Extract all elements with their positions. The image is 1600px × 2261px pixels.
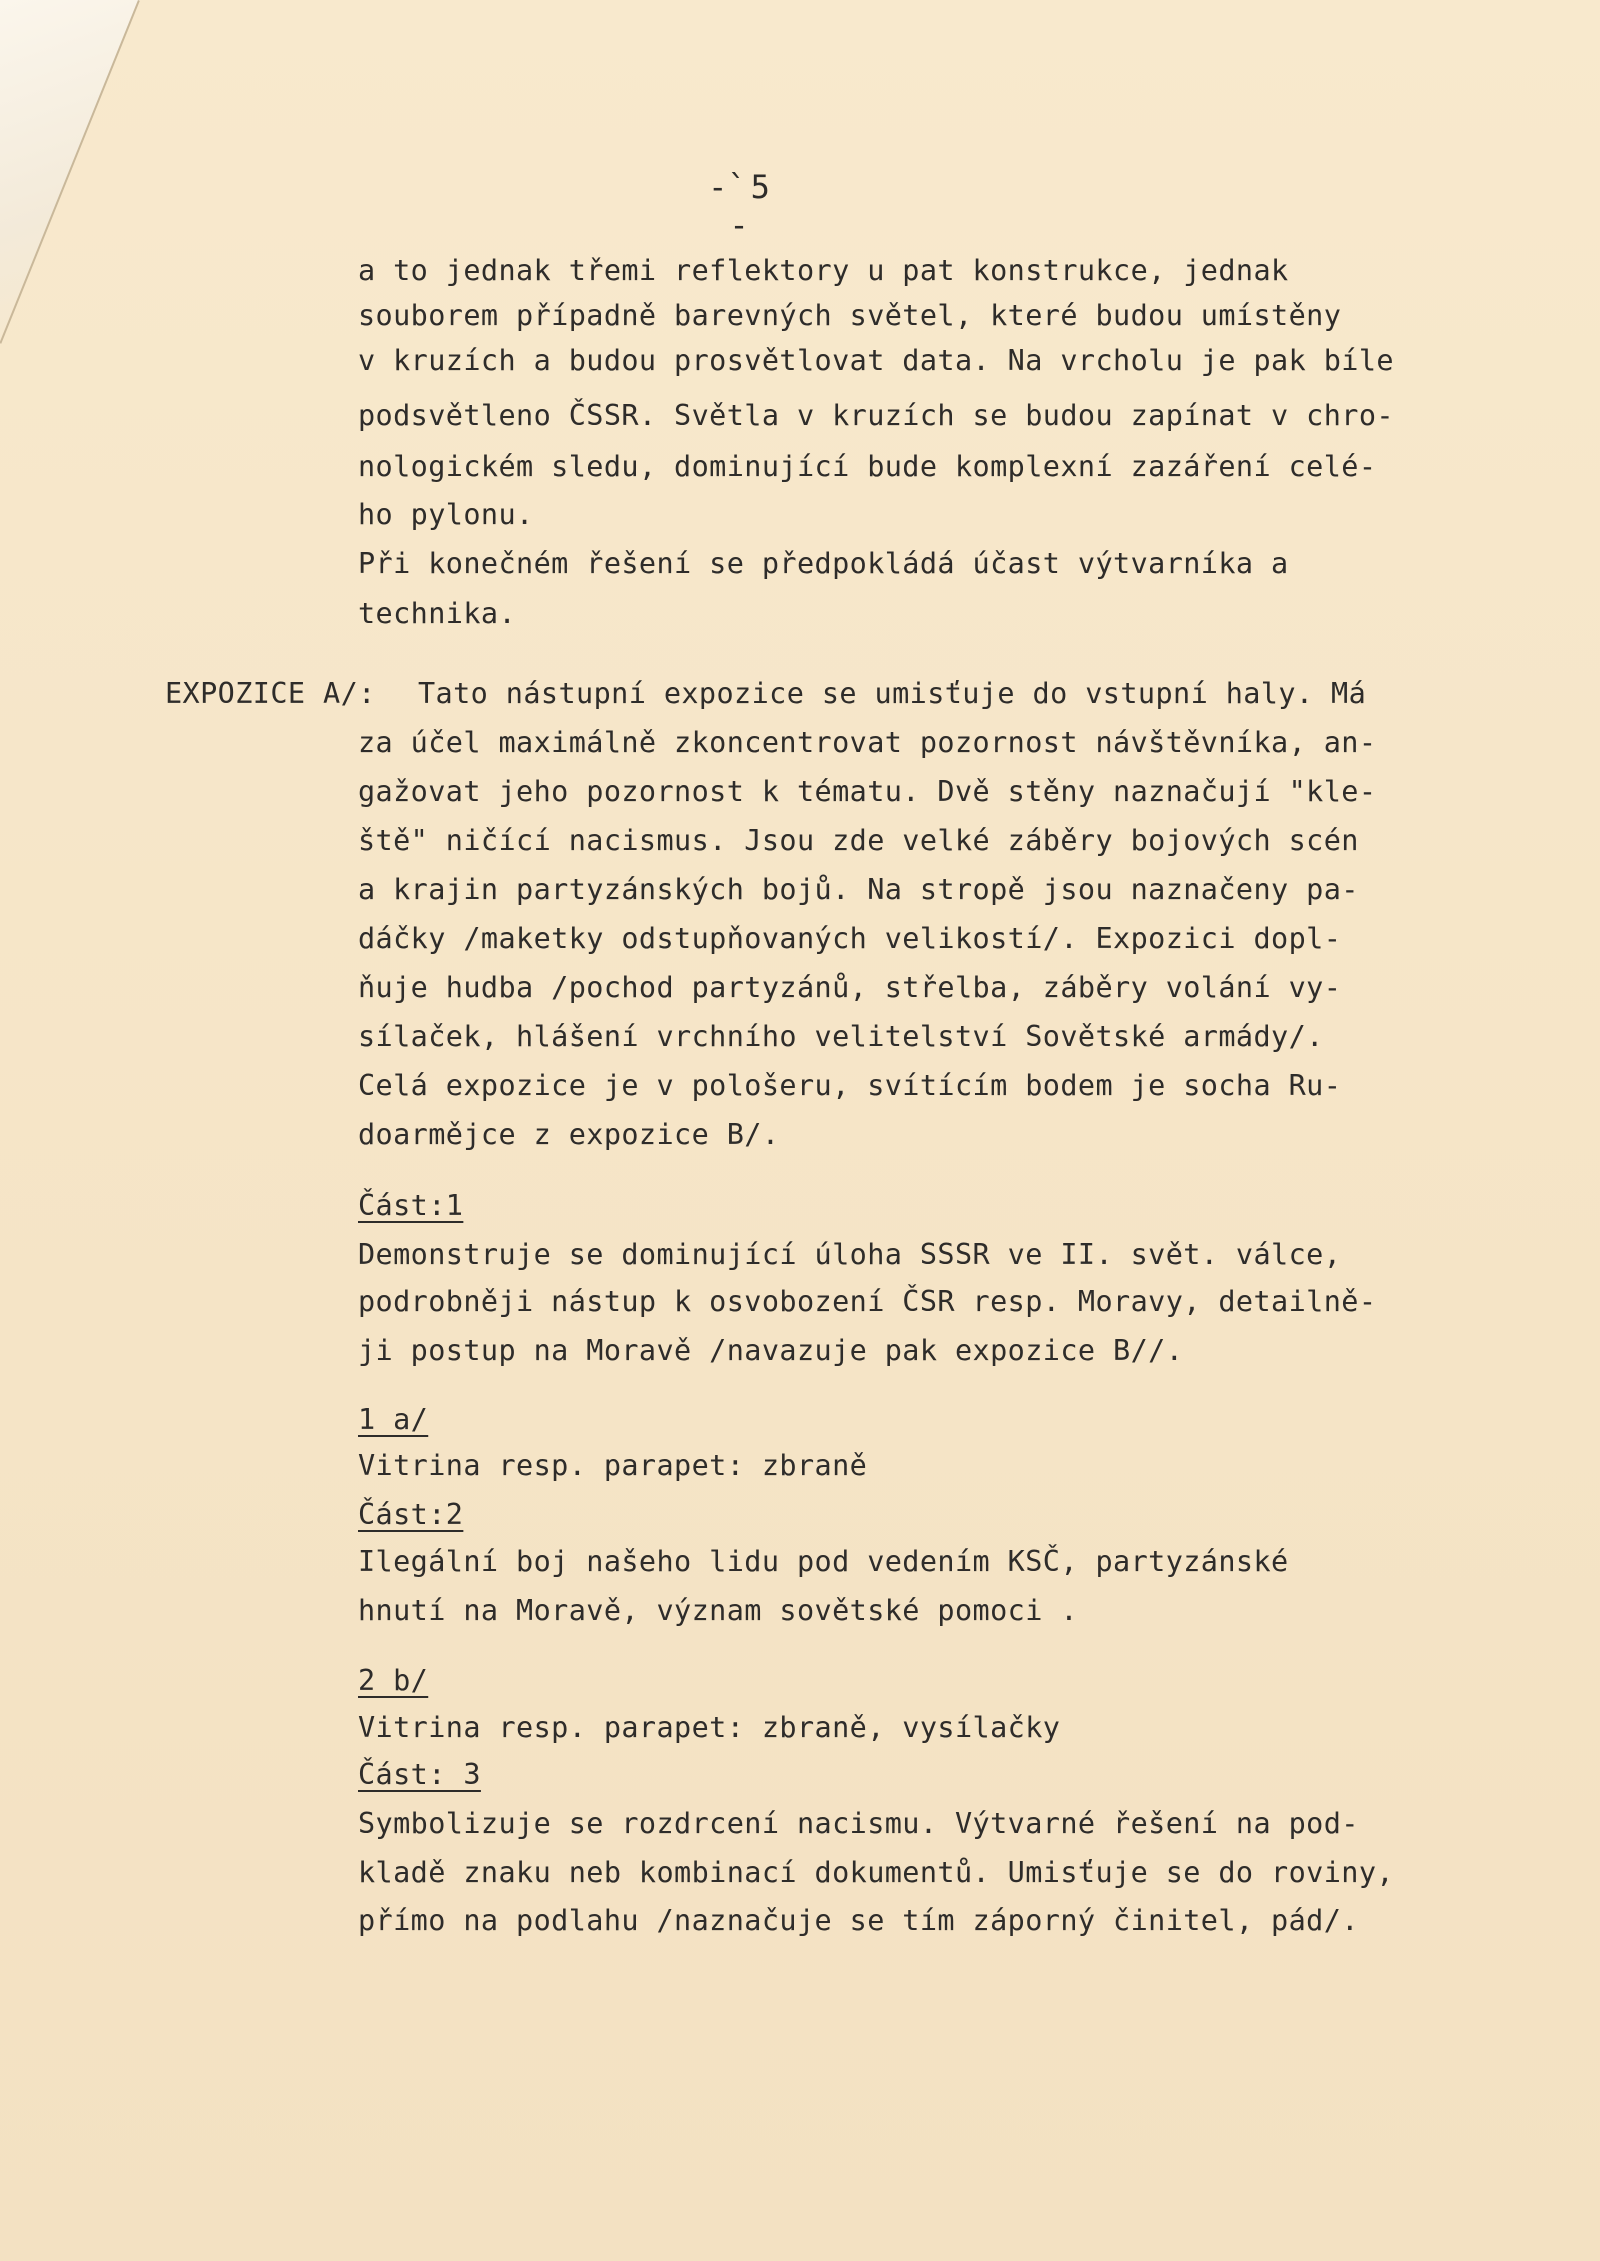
cast3-heading: Část: 3 (358, 1758, 481, 1791)
text-line: souborem případně barevných světel, které budou umístěny (358, 299, 1342, 332)
text-line: podrobněji nástup k osvobození ČSR resp. Moravy, detailně- (358, 1285, 1377, 1318)
text-line: Ilegální boj našeho lidu pod vedením KSČ, partyzánské (358, 1545, 1289, 1578)
text-line: Demonstruje se dominující úloha SSSR ve II. svět. válce, (358, 1238, 1342, 1271)
text-line: gažovat jeho pozornost k tématu. Dvě stěny naznačují "kle- (358, 775, 1377, 808)
text-line: Tato nástupní expozice se umisťuje do vstupní haly. Má (418, 677, 1367, 710)
text-line: ji postup na Moravě /navazuje pak expozice B//. (358, 1334, 1184, 1367)
text-line: a krajin partyzánských bojů. Na stropě jsou naznačeny pa- (358, 873, 1359, 906)
sub2-heading: 2 b/ (358, 1664, 429, 1697)
text-line: Vitrina resp. parapet: zbraně (358, 1449, 868, 1482)
text-line: technika. (358, 597, 517, 630)
sub1-heading: 1 a/ (358, 1403, 429, 1436)
section-label: EXPOZICE A/: (165, 677, 376, 710)
text-line: doarmějce z expozice B/. (358, 1118, 780, 1151)
cast2-heading: Část:2 (358, 1498, 464, 1531)
text-line: v kruzích a budou prosvětlovat data. Na vrcholu je pak bíle (358, 344, 1394, 377)
text-line: dáčky /maketky odstupňovaných velikostí/. Expozici dopl- (358, 922, 1342, 955)
text-line: nologickém sledu, dominující bude komplexní zazáření celé- (358, 450, 1377, 483)
text-line: Symbolizuje se rozdrcení nacismu. Výtvarné řešení na pod- (358, 1807, 1359, 1840)
text-line: ště" ničící nacismus. Jsou zde velké záběry bojových scén (358, 824, 1359, 857)
text-line: Při konečném řešení se předpokládá účast výtvarníka a (358, 547, 1289, 580)
text-line: kladě znaku neb kombinací dokumentů. Umisťuje se do roviny, (358, 1856, 1394, 1889)
page-number: -̀ 5 - (708, 168, 772, 244)
text-line: ňuje hudba /pochod partyzánů, střelba, záběry volání vy- (358, 971, 1342, 1004)
text-line: Vitrina resp. parapet: zbraně, vysílačky (358, 1711, 1061, 1744)
text-line: a to jednak třemi reflektory u pat konstrukce, jednak (358, 254, 1289, 287)
text-line: přímo na podlahu /naznačuje se tím záporný činitel, pád/. (358, 1904, 1359, 1937)
text-line: za účel maximálně zkoncentrovat pozornost návštěvníka, an- (358, 726, 1377, 759)
text-line: sílaček, hlášení vrchního velitelství Sovětské armády/. (358, 1020, 1324, 1053)
cast1-heading: Část:1 (358, 1189, 464, 1222)
text-line: ho pylonu. (358, 498, 534, 531)
text-line: podsvětleno ČSSR. Světla v kruzích se budou zapínat v chro- (358, 399, 1394, 432)
text-line: hnutí na Moravě, význam sovětské pomoci . (358, 1594, 1078, 1627)
text-line: Celá expozice je v pološeru, svítícím bodem je socha Ru- (358, 1069, 1342, 1102)
